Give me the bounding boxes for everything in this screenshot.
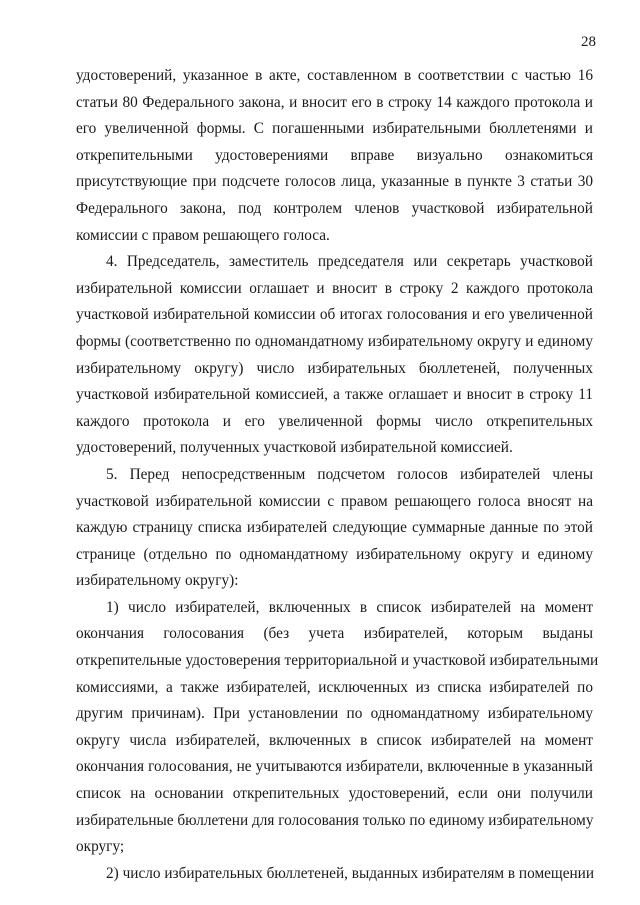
text-line: участковой избирательной комиссии об итогах голосования и его увеличенной — [76, 306, 593, 324]
text-line: 2) число избирательных бюллетеней, выданных избирателям в помещении — [106, 864, 595, 882]
text-line: комиссии с правом решающего голоса. — [76, 226, 330, 244]
text-line: участковой избирательной комиссией, а также оглашает и вносит в строку 11 — [76, 386, 593, 404]
text-line: окончания голосования, не учитываются избиратели, включенные в указанный — [76, 758, 593, 776]
text-line: странице (отдельно по одномандатному избирательному округу и единому — [76, 545, 593, 563]
paragraph — [76, 63, 593, 249]
text-line: формы (соответственно по одномандатному избирательному округу и единому — [76, 332, 593, 350]
text-line: каждую страницу списка избирателей следующие суммарные данные по этой — [76, 519, 593, 537]
paragraph-subitem-1 — [76, 595, 599, 861]
text-line: избирательному округу): — [76, 572, 239, 590]
text-line: 4. Председатель, заместитель председателя или секретарь участковой — [106, 253, 593, 271]
text-line: округу; — [76, 838, 125, 856]
text-line: 1) число избирателей, включенных в список избирателей на момент — [106, 598, 593, 616]
document-body — [76, 63, 599, 887]
text-line: статьи 80 Федерального закона, и вносит его в строку 14 каждого протокола и — [76, 93, 593, 111]
text-line: Федерального закона, под контролем членов участковой избирательной — [76, 199, 593, 217]
paragraph-subitem-2 — [76, 861, 593, 888]
text-line: другим причинам). При установлении по одномандатному избирательному — [76, 705, 593, 723]
text-line: избирательному округу) число избирательных бюллетеней, полученных — [76, 359, 593, 377]
text-line: округу числа избирателей, включенных в список избирателей на момент — [76, 731, 593, 749]
text-line: комиссиями, а также избирателей, исключенных из списка избирателей по — [76, 678, 593, 696]
text-line: окончания голосования (без учета избирателей, которым выданы — [76, 625, 593, 643]
text-line: присутствующие при подсчете голосов лица, указанные в пункте 3 статьи 30 — [76, 173, 593, 191]
text-line: участковой избирательной комиссии с правом решающего голоса вносят на — [76, 492, 593, 510]
text-line: открепительные удостоверения территориальной и участковой избирательными — [76, 652, 599, 670]
text-line: открепительными удостоверениями вправе визуально ознакомиться — [76, 146, 593, 164]
page-number: 28 — [581, 34, 596, 50]
text-line: каждого протокола и его увеличенной формы число открепительных — [76, 412, 593, 430]
text-line: удостоверений, полученных участковой избирательной комиссией. — [76, 439, 513, 457]
text-line: избирательной комиссии оглашает и вносит в строку 2 каждого протокола — [76, 279, 593, 297]
text-line: список на основании открепительных удостоверений, если они получили — [76, 785, 593, 803]
paragraph-item-4 — [76, 249, 593, 462]
text-line: 5. Перед непосредственным подсчетом голосов избирателей члены — [106, 465, 593, 483]
text-line: удостоверений, указанное в акте, составленном в соответствии с частью 16 — [76, 67, 593, 84]
paragraph-item-5 — [76, 462, 593, 595]
text-line: его увеличенной формы. С погашенными избирательными бюллетенями и — [76, 120, 593, 138]
text-line: избирательные бюллетени для голосования только по единому избирательному — [76, 811, 594, 829]
